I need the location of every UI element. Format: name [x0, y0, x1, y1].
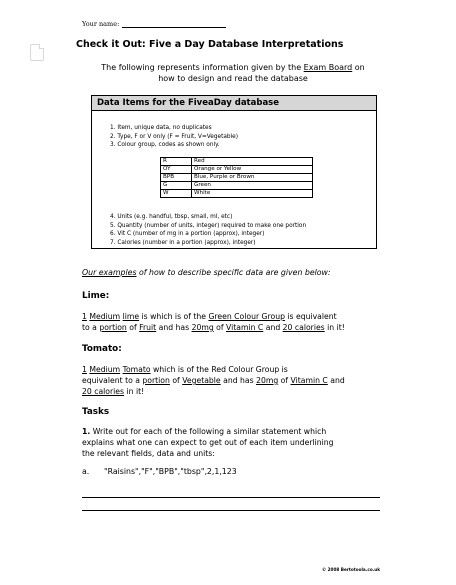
examples-note: Our examples of how to describe specific data are given below:: [82, 268, 331, 277]
box-header: [92, 96, 376, 111]
list-item: 5. Quantity (number of units, integer) required to make one portion: [110, 222, 307, 229]
table-row: OY Orange or Yellow: [161, 166, 313, 174]
name-field[interactable]: [122, 21, 226, 28]
items-list-top: [110, 124, 238, 150]
items-list-bottom: [110, 213, 306, 247]
intro-text: The following represents information given by the Exam Board on how to design and read the database: [101, 63, 365, 83]
answer-line-1[interactable]: [82, 497, 380, 498]
task-a-data: "Raisins","F","BPB","tbsp",2,1,123: [104, 467, 237, 476]
box-title: Data Items for the FiveaDay database: [97, 98, 279, 108]
list-item: 7. Calories (number in a portion (approx), integer): [110, 239, 256, 246]
colour-code-table: [160, 157, 313, 198]
document-icon: [30, 44, 44, 61]
answer-line-2[interactable]: [82, 510, 380, 511]
table-row: G Green: [161, 182, 313, 190]
table-row: BPB Blue, Purple or Brown: [161, 174, 313, 182]
task-a: [82, 467, 237, 476]
list-item: 1. Item, unique data, no duplicates: [110, 125, 212, 131]
table-row: R Red: [161, 158, 313, 166]
name-row: [82, 20, 226, 28]
exam-board-link: Exam Board: [303, 63, 353, 72]
list-item: 2. Type, F or V only (F = Fruit, V=Vegetable): [110, 133, 239, 140]
list-item: 6. Vit C (number of mg in a portion (approx), integer): [110, 231, 265, 237]
list-item: 4. Units (e.g. handful, tbsp, small, ml, etc): [110, 214, 233, 220]
table-row: W White: [161, 190, 313, 198]
lime-paragraph: 1 Medium lime is which is of the Green Colour Group is equivalent to a portion of Fruit and has 20mg of Vitamin C and 20 calories in it!: [82, 312, 345, 332]
tasks-heading: Tasks: [82, 407, 110, 417]
data-items-box: [91, 95, 377, 249]
task-a-label: a.: [82, 467, 90, 476]
task-1-text: 1. Write out for each of the following a similar statement which explains what one can expect to get out of each item underlining the relevant fields, data and units:: [82, 427, 334, 458]
list-item: 3. Colour group, codes as shown only.: [110, 142, 220, 148]
lime-heading: Lime:: [82, 291, 110, 301]
name-label: Your name:: [82, 20, 120, 28]
tomato-heading: Tomato:: [82, 344, 122, 354]
page-title: Check it Out: Five a Day Database Interpretations: [76, 39, 344, 50]
tomato-paragraph: 1 Medium Tomato which is of the Red Colour Group is equivalent to a portion of Vegetable and has 20mg of Vitamin C and 20 calories in it!: [82, 365, 345, 396]
copyright: © 2008 Bertotoola.co.uk: [322, 567, 381, 572]
